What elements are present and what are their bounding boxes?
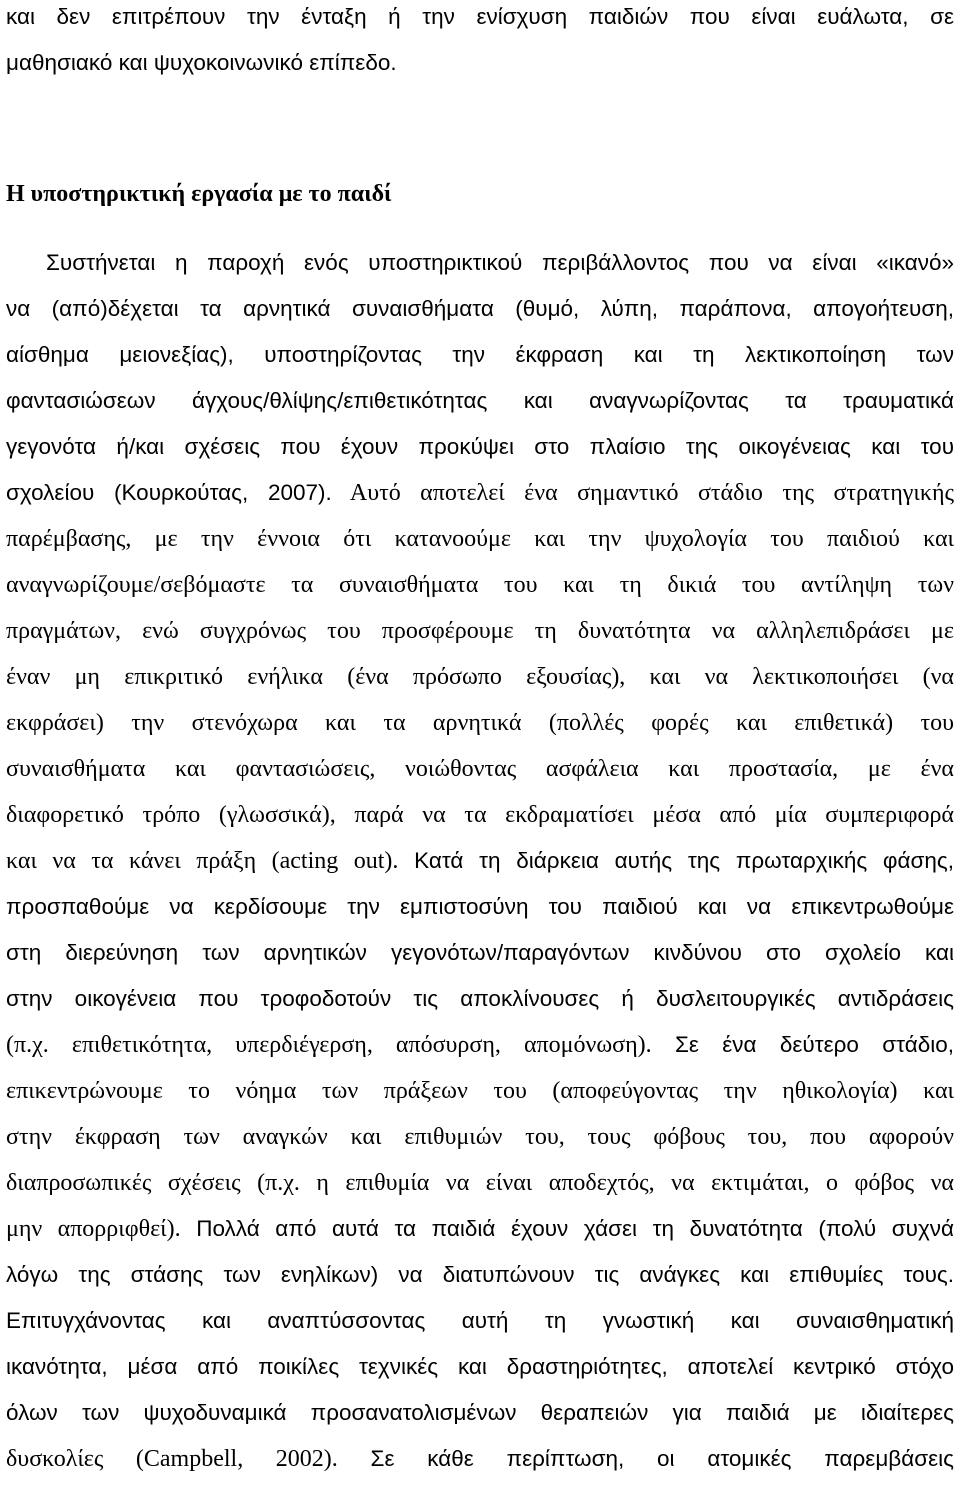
- text-line: αναγνωρίζουμε/σεβόμαστε τα συναισθήματα του και τη δικιά του αντίληψη των: [6, 572, 954, 598]
- text-line-mixed: [6, 1028, 954, 1062]
- text-line: διαφορετικό τρόπο (γλωσσικά), παρά να τα εκδραματίσει μέσα από μία συμπεριφορά: [6, 802, 954, 828]
- text-line: όλων των ψυχοδυναμικά προσανατολισμένων θεραπειών για παιδιά με ιδιαίτερες: [6, 1400, 954, 1425]
- text-segment: σχολείου (Κουρκούτας, 2007).: [6, 480, 332, 505]
- text-line: Επιτυγχάνοντας και αναπτύσσοντας αυτή τη γνωστική και συναισθηματική: [6, 1308, 954, 1333]
- text-line: στην οικογένεια που τροφοδοτούν τις αποκλίνουσες ή δυσλειτουργικές αντιδράσεις: [6, 986, 954, 1011]
- section-heading: Η υποστηρικτική εργασία με το παιδί: [6, 181, 392, 207]
- text-line-mixed: [6, 844, 954, 878]
- text-line: εκφράσει) την στενόχωρα και τα αρνητικά (πολλές φορές και επιθετικά) του: [6, 710, 954, 736]
- text-line: αίσθημα μειονεξίας), υποστηρίζοντας την έκφραση και τη λεκτικοποίηση των: [6, 342, 954, 367]
- text-segment: και να τα κάνει πράξη (acting out).: [6, 848, 399, 874]
- text-line: έναν μη επικριτικό ενήλικα (ένα πρόσωπο εξουσίας), και να λεκτικοποιήσει (να: [6, 664, 954, 690]
- text-line: συναισθήματα και φαντασιώσεις, νοιώθοντας ασφάλεια και προστασία, με ένα: [6, 756, 954, 782]
- text-segment: δυσκολίες (Campbell, 2002).: [6, 1446, 338, 1472]
- text-line: προσπαθούμε να κερδίσουμε την εμπιστοσύνη του παιδιού και να επικεντρωθούμε: [6, 894, 954, 919]
- text-line: παρέμβασης, με την έννοια ότι κατανοούμε και την ψυχολογία του παιδιού και: [6, 526, 954, 552]
- text-segment: Πολλά από αυτά τα παιδιά έχουν χάσει τη δυνατότητα (πολύ συχνά: [180, 1216, 955, 1241]
- text-line-mixed: [6, 476, 954, 510]
- text-segment: (π.χ. επιθετικότητα, υπερδιέγερση, απόσυρση, απομόνωση).: [6, 1032, 652, 1058]
- text-segment: μην απορριφθεί).: [6, 1216, 181, 1242]
- text-line: φαντασιώσεων άγχους/θλίψης/επιθετικότητας και αναγνωρίζοντας τα τραυματικά: [6, 388, 954, 413]
- text-line: στην έκφραση των αναγκών και επιθυμιών του, τους φόβους του, που αφορούν: [6, 1124, 954, 1150]
- text-line: διαπροσωπικές σχέσεις (π.χ. η επιθυμία να είναι αποδεχτός, να εκτιμάται, ο φόβος να: [6, 1170, 954, 1196]
- text-segment: Σε κάθε περίπτωση, οι ατομικές παρεμβάσεις: [337, 1446, 955, 1471]
- text-line: στη διερεύνηση των αρνητικών γεγονότων/παραγόντων κινδύνου στο σχολείο και: [6, 940, 954, 965]
- text-line-mixed: [6, 1442, 954, 1476]
- text-segment: Αυτό αποτελεί ένα σημαντικό στάδιο της στρατηγικής: [331, 480, 954, 506]
- text-line: γεγονότα ή/και σχέσεις που έχουν προκύψει στο πλαίσιο της οικογένειας και του: [6, 434, 954, 459]
- text-segment: Σε ένα δεύτερο στάδιο,: [651, 1032, 955, 1057]
- text-line: και δεν επιτρέπουν την ένταξη ή την ενίσχυση παιδιών που είναι ευάλωτα, σε: [6, 4, 954, 29]
- text-line-mixed: [6, 1212, 954, 1246]
- text-line: επικεντρώνουμε το νόημα των πράξεων του (αποφεύγοντας την ηθικολογία) και: [6, 1078, 954, 1104]
- text-line: λόγω της στάσης των ενηλίκων) να διατυπώνουν τις ανάγκες και επιθυμίες τους.: [6, 1262, 954, 1287]
- text-line: ικανότητα, μέσα από ποικίλες τεχνικές και δραστηριότητες, αποτελεί κεντρικό στόχο: [6, 1354, 954, 1379]
- text-line: μαθησιακό και ψυχοκοινωνικό επίπεδο.: [6, 50, 397, 75]
- text-line: πραγμάτων, ενώ συγχρόνως του προσφέρουμε τη δυνατότητα να αλληλεπιδράσει με: [6, 618, 954, 644]
- text-line: Συστήνεται η παροχή ενός υποστηρικτικού περιβάλλοντος που να είναι «ικανό»: [46, 250, 954, 275]
- text-segment: Κατά τη διάρκεια αυτής της πρωταρχικής φάσης,: [398, 848, 954, 873]
- text-line: να (από)δέχεται τα αρνητικά συναισθήματα (θυμό, λύπη, παράπονα, απογοήτευση,: [6, 296, 954, 321]
